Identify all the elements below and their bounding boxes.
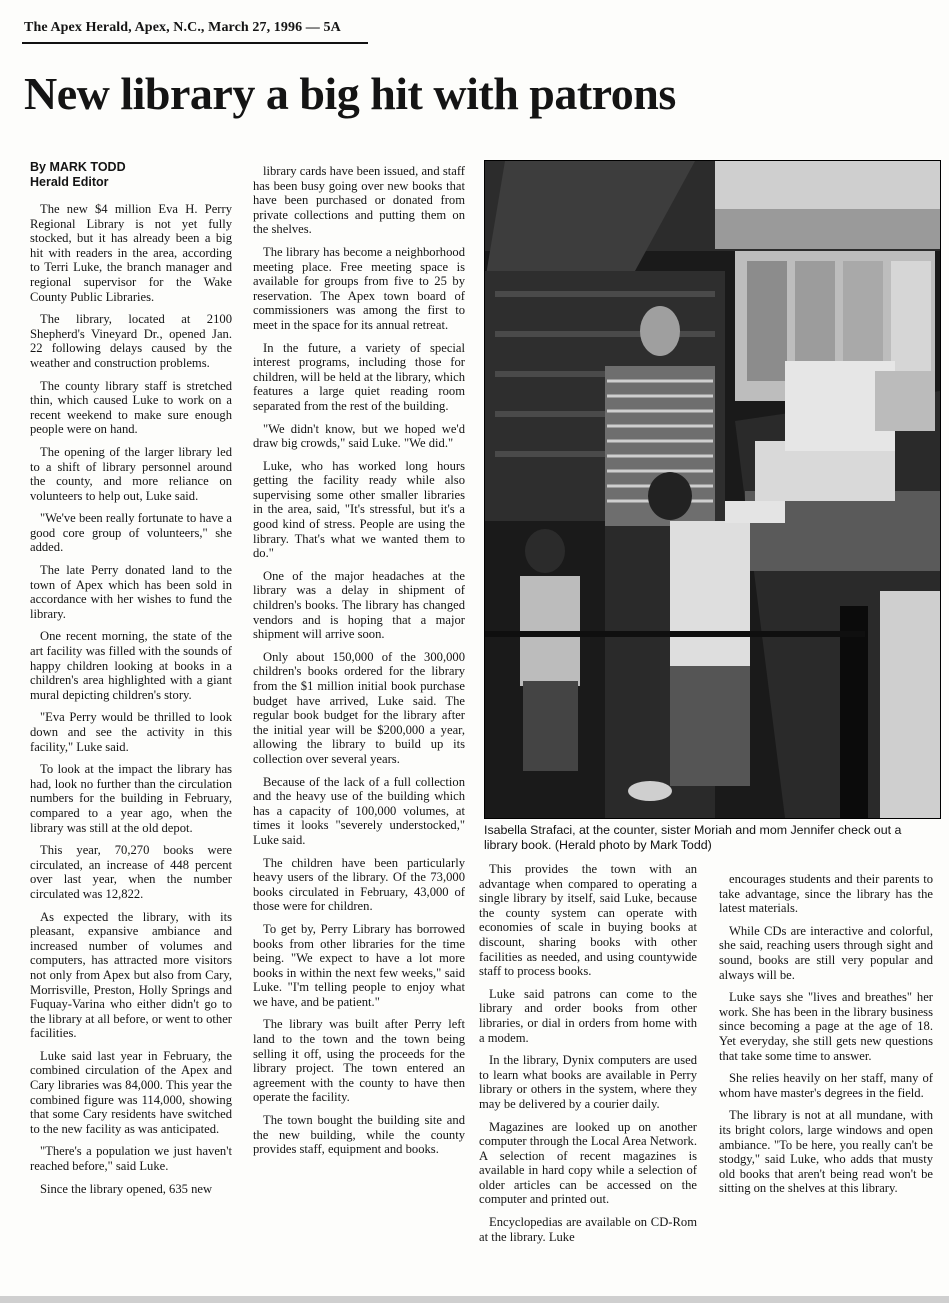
paragraph: "Eva Perry would be thrilled to look down and see the activity in this facility," Luke said. <box>30 710 232 754</box>
paragraph: To look at the impact the library has had, look no further than the circulation numbers for the building in February, compared to a year ago, when the library was still at the old depot. <box>30 762 232 835</box>
photo-caption: Isabella Strafaci, at the counter, sister Moriah and mom Jennifer check out a library book. (Herald photo by Mark Todd) <box>484 823 902 852</box>
article-column-1 <box>30 202 232 1204</box>
paragraph: Luke, who has worked long hours getting the facility ready while also supervising some other smaller libraries in the area, said, "It's stressful, but it's a good kind of stress. People are using the library. That's what we wanted them to do." <box>253 458 465 561</box>
paragraph: The library has become a neighborhood meeting place. Free meeting space is available for groups from five to 25 by reservation. The Apex town board of commissioners was among the first to meet in the space for its annual retreat. <box>253 244 465 332</box>
paragraph: Luke says she "lives and breathes" her work. She has been in the library business since becoming a page at the age of 18. Yet everyday, she still gets new questions that take some time to answer. <box>719 990 933 1063</box>
paragraph: She relies heavily on her staff, many of whom have master's degrees in the field. <box>719 1071 933 1100</box>
paragraph: This year, 70,270 books were circulated, an increase of 448 percent over last year, when the number circulated was 12,822. <box>30 843 232 901</box>
paragraph: Since the library opened, 635 new <box>40 1181 213 1196</box>
paragraph: In the future, a variety of special interest programs, including those for children, will be held at the library, which features a large quiet reading room separated from the rest of the building. <box>253 340 465 413</box>
page-bottom-edge <box>0 1296 949 1303</box>
photo-illustration <box>485 161 940 818</box>
paragraph: The opening of the larger library led to a shift of library personnel around the county, and more reliance on volunteers to help out, Luke said. <box>30 444 232 503</box>
paragraph: Only about 150,000 of the 300,000 children's books ordered for the library from the $1 million initial book purchase budget have arrived, Luke said. The regular book budget for the library after the initial year will be $200,000 a year, allowing the library to build up its collection over several years. <box>253 649 465 766</box>
paragraph: Encyclopedias are available on CD-Rom at the library. Luke <box>479 1215 697 1244</box>
paragraph: The late Perry donated land to the town of Apex which has been sold in accordance with her wishes to fund the library. <box>30 563 232 621</box>
paragraph: library cards have been issued, and staff has been busy going over new books that have been purchased or donated from private collections and putting them on the shelves. <box>253 164 465 237</box>
news-photo <box>484 160 941 819</box>
paragraph: The library is not at all mundane, with its bright colors, large windows and open ambiance. "To be here, you really can't be stodgy," said Luke, who adds that musty old books that aren't being read won't be sitting on the shelves at this library. <box>719 1108 933 1196</box>
paragraph: One of the major headaches at the library was a delay in shipment of children's books. The library has changed vendors and is hoping that a major shipment will arrive soon. <box>253 568 465 642</box>
paragraph: In the library, Dynix computers are used to learn what books are available in Perry library or others in the system, where they may be delivered by a courier daily. <box>479 1053 697 1111</box>
article-column-2 <box>253 164 465 1165</box>
paragraph: The new $4 million Eva H. Perry Regional Library is not yet fully stocked, but it has already been a big hit with readers in the area, according to Terri Luke, the branch manager and regional supervisor for the Wake County Public Libraries. <box>30 202 232 304</box>
paragraph: As expected the library, with its pleasant, expansive ambiance and increased number of volumes and computers, has attracted more visitors not only from Apex but also from Cary, Morrisville, Preston, Holly Springs and Fuquay-Varina who either didn't go to the library at all before, or went to other facilities. <box>30 909 232 1041</box>
paragraph: The town bought the building site and the new building, while the county provides staff, equipment and books. <box>253 1113 465 1157</box>
dateline-rule <box>22 42 368 44</box>
paragraph: The library was built after Perry left land to the town and the town being selling it off, using the proceeds for the library project. The town entered an agreement with the county to have then operate the facility. <box>253 1017 465 1105</box>
paragraph: "We didn't know, but we hoped we'd draw big crowds," said Luke. "We did." <box>253 421 465 451</box>
paragraph: encourages students and their parents to take advantage, since the library has the latest materials. <box>719 872 933 916</box>
paragraph: To get by, Perry Library has borrowed books from other libraries for the time being. "We expect to have a lot more books in within the next few weeks," said Luke. "I'm telling people to enjoy what we have, and be patient." <box>253 921 465 1009</box>
paragraph: "We've been really fortunate to have a good core group of volunteers," she added. <box>30 511 232 555</box>
article-column-4 <box>719 872 933 1204</box>
byline-title: Herald Editor <box>30 175 109 189</box>
paragraph: Magazines are looked up on another computer through the Local Area Network. A selection of recent magazines is available in hard copy while a selection of older articles can be accessed on the computer and printed out. <box>479 1119 697 1207</box>
paragraph: While CDs are interactive and colorful, she said, reaching users through sight and sound, books are still very popular and always will be. <box>719 923 933 982</box>
paragraph: The library, located at 2100 Shepherd's Vineyard Dr., opened Jan. 22 following delays caused by the weather and construction problems. <box>30 312 232 370</box>
paragraph: Luke said patrons can come to the library and order books from other libraries, or dial in orders from home with a modem. <box>479 986 697 1045</box>
paragraph: This provides the town with an advantage when compared to operating a single library by itself, said Luke, because the county system can operate with economies of scale in buying books at discount, sharing books with other facilities as needed, and using countywide staff to process books. <box>479 862 697 979</box>
paragraph: "There's a population we just haven't reached before," said Luke. <box>30 1144 232 1174</box>
paragraph: Luke said last year in February, the combined circulation of the Apex and Cary libraries was 84,000. This year the combined figure was 114,000, showing that some Cary residents have switched to the new facility as was anticipated. <box>30 1048 232 1136</box>
article-column-3 <box>479 862 697 1252</box>
headline: New library a big hit with patrons <box>24 68 676 119</box>
byline <box>30 160 126 190</box>
dateline: The Apex Herald, Apex, N.C., March 27, 1996 — 5A <box>24 20 341 35</box>
byline-name: By MARK TODD <box>30 160 126 174</box>
paragraph: The county library staff is stretched thin, which caused Luke to work on a recent weekend to make sure enough people were on hand. <box>30 378 232 437</box>
paragraph: Because of the lack of a full collection and the heavy use of the building which has a capacity of 100,000 volumes, at times it looks "severely understocked," Luke said. <box>253 774 465 847</box>
paragraph: The children have been particularly heavy users of the library. Of the 73,000 books circulated in February, 43,000 of those were for children. <box>253 855 465 914</box>
paragraph: One recent morning, the state of the art facility was filled with the sounds of happy children looking at books in a children's area highlighted with a giant mural depicting children's story. <box>30 629 232 702</box>
